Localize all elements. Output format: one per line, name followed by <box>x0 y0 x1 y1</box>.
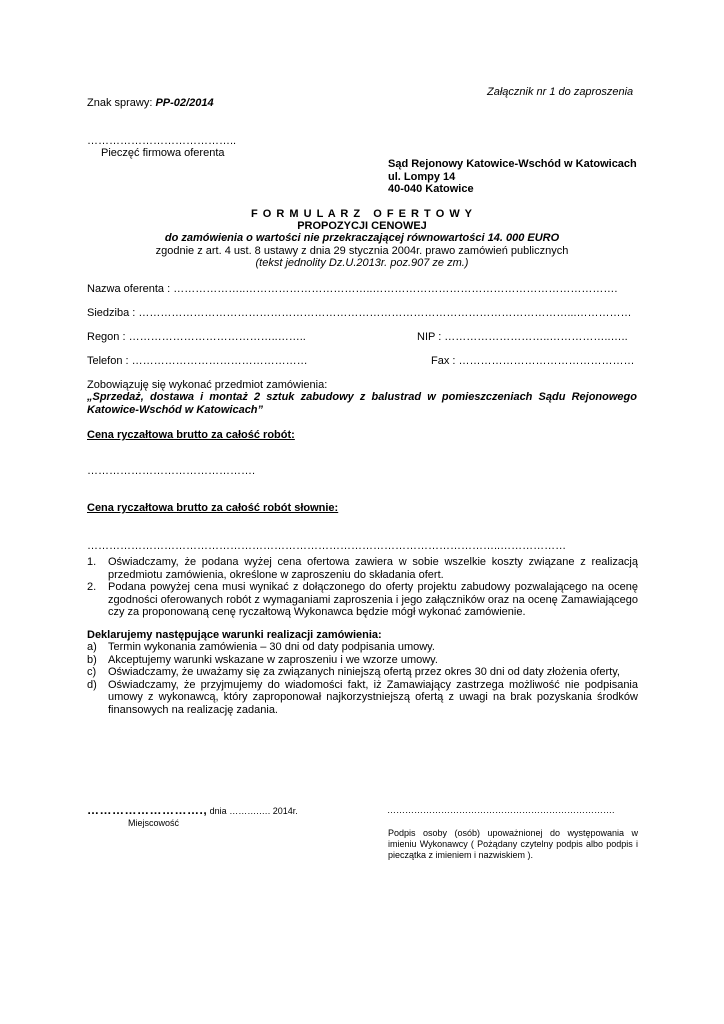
conditions-list <box>87 641 638 716</box>
field-phone: Telefon : ………………………………………… <box>87 355 308 367</box>
list-marker: a) <box>87 641 97 653</box>
attachment-note: Załącznik nr 1 do zaproszenia <box>487 86 634 98</box>
form-scope: do zamówienia o wartości nie przekraczającej równowartości 14. 000 EURO <box>164 232 560 244</box>
field-seat: Siedziba : ………………………………………………………………………………………………………...…………… <box>87 307 632 319</box>
commitment-intro: Zobowiązuję się wykonać przedmiot zamówienia: <box>87 379 328 391</box>
field-regon: Regon : …………………………………..…….. <box>87 331 306 343</box>
field-nip: NIP : ………………………..……………..….. <box>417 331 628 343</box>
recipient-name: Sąd Rejonowy Katowice-Wschód w Katowicach <box>388 158 637 170</box>
list-marker: b) <box>87 653 97 666</box>
list-text: Oświadczamy, że przyjmujemy do wiadomości fakt, iż Zamawiający zastrzega możliwość nie podpisania umowy z wykonawcą, który zaproponował najkorzystniejszą ofertą z uwagi na brak pozyskania środków finansowych na realizację zadania. <box>108 678 638 716</box>
price-gross-label: Cena ryczałtowa brutto za całość robót: <box>87 429 295 441</box>
list-text: Oświadczamy, że uważamy się za związanych niniejszą ofertą przez okres 30 dni od daty złożenia oferty, <box>108 666 620 678</box>
price-words-dots: …………………………………………………………………………………………………..……………… <box>87 540 567 552</box>
price-words-label: Cena ryczałtowa brutto za całość robót słownie: <box>87 502 339 514</box>
form-law-reference: (tekst jednolity Dz.U.2013r. poz.907 ze zm.) <box>255 257 469 269</box>
form-subtitle: PROPOZYCJI CENOWEJ <box>297 220 427 232</box>
list-item <box>87 581 638 619</box>
case-label: Znak sprawy: <box>87 97 156 109</box>
list-marker: 2. <box>87 581 97 593</box>
field-bidder-name: Nazwa oferenta : ………………..……………………………..…………………………………………………………. <box>87 283 618 295</box>
place-dots: ………………………., <box>87 803 208 817</box>
list-item <box>87 666 638 679</box>
case-reference <box>87 97 214 109</box>
commitment-subject: „Sprzedaż, dostawa i montaż 2 sztuk zabudowy z balustrad w pomieszczeniach Sądu Rejonowego Katowice-Wschód w Katowicach” <box>87 391 637 416</box>
recipient-city: 40-040 Katowice <box>388 183 474 195</box>
place-label: Miejscowość <box>128 818 180 828</box>
place-date-line <box>87 803 298 817</box>
list-marker: c) <box>87 666 97 678</box>
list-text: Akceptujemy warunki wskazane w zaproszeniu i we wzorze umowy. <box>108 653 438 666</box>
list-marker: 1. <box>87 556 97 568</box>
date-field: dnia ……….…. 2014r. <box>207 806 298 816</box>
list-item <box>87 654 638 667</box>
list-item <box>87 556 638 581</box>
list-item <box>87 679 638 717</box>
field-fax: Fax : ………………………………………… <box>431 355 635 367</box>
list-marker: d) <box>87 678 97 691</box>
recipient-street: ul. Lompy 14 <box>388 171 456 183</box>
conditions-heading: Deklarujemy następujące warunki realizacji zamówienia: <box>87 629 382 641</box>
price-gross-dots: ………………………………………. <box>87 465 256 477</box>
stamp-label: Pieczęć firmowa oferenta <box>101 147 225 159</box>
stamp-dots: ………………………………….. <box>87 135 237 147</box>
signature-caption: Podpis osoby (osób) upoważnionej do występowania w imieniu Wykonawcy ( Pożądany czytelny podpis albo podpis i pieczątka z imieniem i nazwiskiem ). <box>388 828 638 860</box>
list-item <box>87 641 638 654</box>
list-text: Termin wykonania zamówienia – 30 dni od daty podpisania umowy. <box>108 641 435 653</box>
list-text: Oświadczamy, że podana wyżej cena ofertowa zawiera w sobie wszelkie koszty związane z realizacją przedmiotu zamówienia, określone w zaproszeniu do składania ofert. <box>108 556 638 581</box>
signature-dots: …………………………………………………………………. <box>387 805 615 815</box>
statements-list <box>87 556 638 619</box>
case-number: PP-02/2014 <box>155 97 214 109</box>
form-title: F O R M U L A R Z O F E R T O W Y <box>251 208 473 220</box>
form-law: zgodnie z art. 4 ust. 8 ustawy z dnia 29 stycznia 2004r. prawo zamówień publicznych <box>155 245 569 257</box>
list-text: Podana powyżej cena musi wynikać z dołączonego do oferty projektu zabudowy pozwalającego na ocenę zgodności oferowanych robót z wymaganiami zaproszenia i jego załączników oraz na ocenę Zamawiającego czy za proponowaną cenę ryczałtową Wykonawca będzie mógł wykonać zamówienie. <box>108 581 638 618</box>
